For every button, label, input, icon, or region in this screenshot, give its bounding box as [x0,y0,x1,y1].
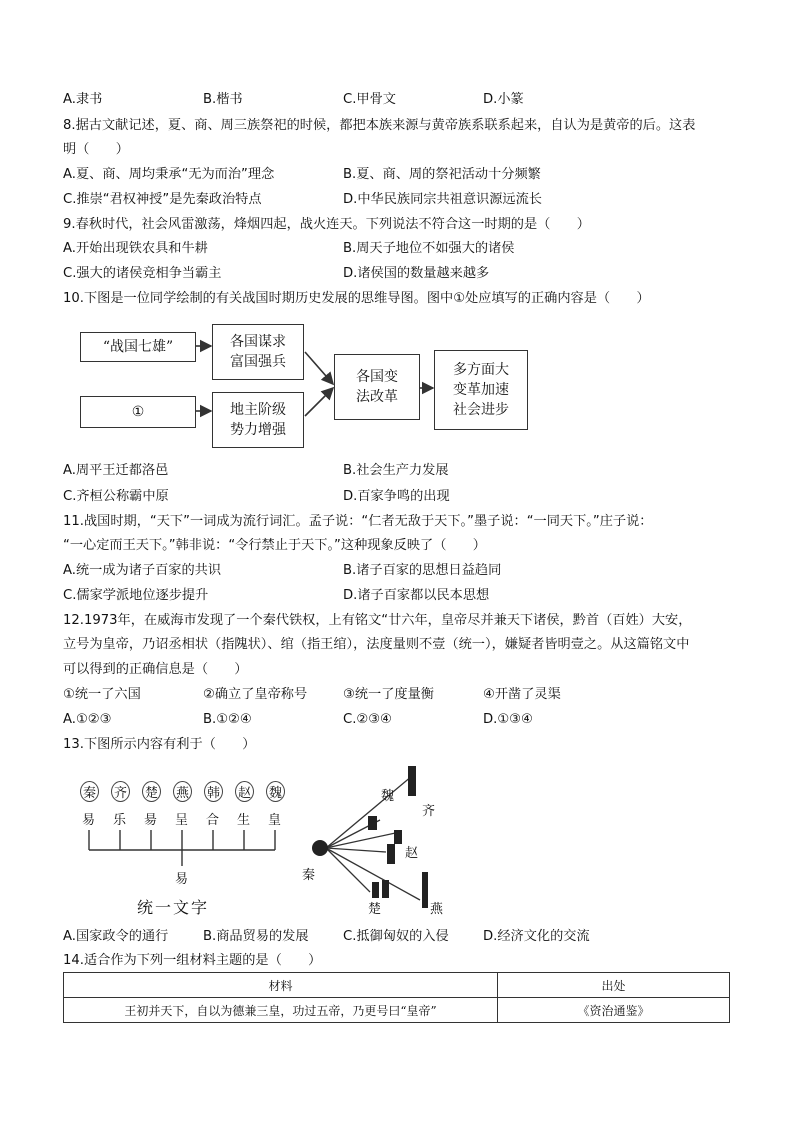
q8-stem-line1: 8.据古文献记述，夏、商、周三族祭祀的时候，都把本族来源与黄帝族系联系起来，自认为是黄帝的后。这表 [63,118,696,133]
table-header-row [64,973,730,998]
q12-statement-1: ①统一了六国 [63,687,141,702]
table-header-material: 材料 [64,973,498,998]
state-circle-han: 韩 [204,781,223,802]
q9-stem: 9.春秋时代，社会风雷激荡，烽烟四起，战火连天。下列说法不符合这一时期的是（ ） [63,217,590,232]
weight-label-wei: 魏 [381,789,395,804]
q7-option-a: A.隶书 [63,92,103,107]
state-circle-zhao: 赵 [235,781,254,802]
mindmap-box-wealth [212,324,304,380]
q9-option-b: B.周天子地位不如强大的诸侯 [343,241,515,256]
q10-option-d: D.百家争鸣的出现 [343,489,450,504]
ancient-char-yan: 呈 [175,813,189,828]
q11-option-c: C.儒家学派地位逐步提升 [63,588,209,603]
q12-statement-4: ④开凿了灵渠 [483,687,561,702]
table-cell-source: 《资治通鉴》 [498,998,730,1023]
q12-statement-3: ③统一了度量衡 [343,687,434,702]
q14-material-table [63,972,730,1023]
weight-label-yan: 燕 [430,902,444,917]
state-circle-yan: 燕 [173,781,192,802]
weight-label-zhao: 赵 [405,846,419,861]
ancient-char-chu: 昜 [144,813,158,828]
q7-option-b: B.楷书 [203,92,243,107]
ancient-char-qi: 乐 [113,813,127,828]
q12-stem-line2: 立号为皇帝，乃诏丞相状（指隗状）、绾（指王绾），法度量则不壹（统一），嫌疑者皆明壹之。从这篇铭文中 [63,637,690,652]
q12-option-a: A.①②③ [63,712,112,727]
weight-label-qin: 秦 [302,868,316,883]
q9-option-c: C.强大的诸侯竞相争当霸主 [63,266,222,281]
q13-option-d: D.经济文化的交流 [483,929,590,944]
q13-option-c: C.抵御匈奴的入侵 [343,929,449,944]
q11-option-d: D.诸子百家都以民本思想 [343,588,490,603]
ancient-char-wei: 皇 [268,813,282,828]
q8-option-c: C.推崇“君权神授”是先秦政治特点 [63,192,262,207]
q8-option-d: D.中华民族同宗共祖意识源远流长 [343,192,542,207]
q13-stem: 13.下图所示内容有利于（ ） [63,737,256,752]
table-header-source: 出处 [498,973,730,998]
q10-option-c: C.齐桓公称霸中原 [63,489,169,504]
weights-diagram [290,760,460,920]
weight-label-chu: 楚 [368,902,382,917]
q11-stem-line2: “一心定而王天下。”韩非说：“令行禁止于天下。”这种现象反映了（ ） [63,538,486,553]
mindmap-box-landlord-l1: 地主阶级 [230,402,286,418]
mindmap-box-reform-l1: 各国变 [356,369,398,385]
unified-script-caption: 统一文字 [137,898,210,917]
mindmap-box-progress-l2: 变革加速 [453,382,509,398]
state-circle-chu: 楚 [142,781,161,802]
q11-option-b: B.诸子百家的思想日益趋同 [343,563,502,578]
ancient-char-zhao: 生 [237,813,251,828]
table-row [64,998,730,1023]
state-circle-qi: 齐 [111,781,130,802]
q7-option-d: D.小篆 [483,92,524,107]
weight-label-qi: 齐 [422,804,436,819]
mindmap-box-wealth-l2: 富国强兵 [230,354,286,370]
mindmap-box-reform-l2: 法改革 [356,389,398,405]
state-circle-wei: 魏 [266,781,285,802]
mindmap-box-landlord-l2: 势力增强 [230,422,286,438]
unified-char: 易 [175,872,189,887]
ancient-char-qin: 易 [82,813,96,828]
q11-stem-line1: 11.战国时期，“天下”一词成为流行词汇。孟子说：“仁者无敌于天下。”墨子说：“一同天下。”庄子说： [63,514,653,529]
q13-option-a: A.国家政令的通行 [63,929,169,944]
mindmap-box-progress-l1: 多方面大 [453,362,509,378]
q10-option-a: A.周平王迁都洛邑 [63,463,169,478]
mindmap-box-seven-states: “战国七雄” [80,332,196,362]
mindmap-box-reform [334,354,420,420]
q12-option-c: C.②③④ [343,712,392,727]
mindmap-box-landlord [212,392,304,448]
q8-option-a: A.夏、商、周均秉承“无为而治”理念 [63,167,275,182]
q12-stem-line3: 可以得到的正确信息是（ ） [63,662,248,677]
q14-stem: 14.适合作为下列一组材料主题的是（ ） [63,953,322,968]
q12-option-d: D.①③④ [483,712,533,727]
mindmap-box-progress-l3: 社会进步 [453,402,509,418]
ancient-char-han: 合 [206,813,220,828]
q8-option-b: B.夏、商、周的祭祀活动十分频繁 [343,167,541,182]
mindmap-box-wealth-l1: 各国谋求 [230,334,286,350]
q12-stem-line1: 12.1973年，在威海市发现了一个秦代铁权，上有铭文“廿六年，皇帝尽并兼天下诸侯，黔首（百姓）大安， [63,613,692,628]
q12-statement-2: ②确立了皇帝称号 [203,687,308,702]
state-circle-qin: 秦 [80,781,99,802]
q12-option-b: B.①②④ [203,712,252,727]
q9-option-a: A.开始出现铁农具和牛耕 [63,241,208,256]
q7-option-c: C.甲骨文 [343,92,396,107]
q10-option-b: B.社会生产力发展 [343,463,449,478]
q10-stem: 10.下图是一位同学绘制的有关战国时期历史发展的思维导图。图中①处应填写的正确内容是（ ） [63,291,650,306]
q13-option-b: B.商品贸易的发展 [203,929,309,944]
q8-stem-line2: 明（ ） [63,142,129,157]
q11-option-a: A.统一成为诸子百家的共识 [63,563,222,578]
q9-option-d: D.诸侯国的数量越来越多 [343,266,490,281]
mindmap-box-blank-1: ① [80,396,196,428]
mindmap-box-progress [434,350,528,430]
table-cell-material: 王初并天下，自以为德兼三皇，功过五帝，乃更号曰“皇帝” [64,998,498,1023]
